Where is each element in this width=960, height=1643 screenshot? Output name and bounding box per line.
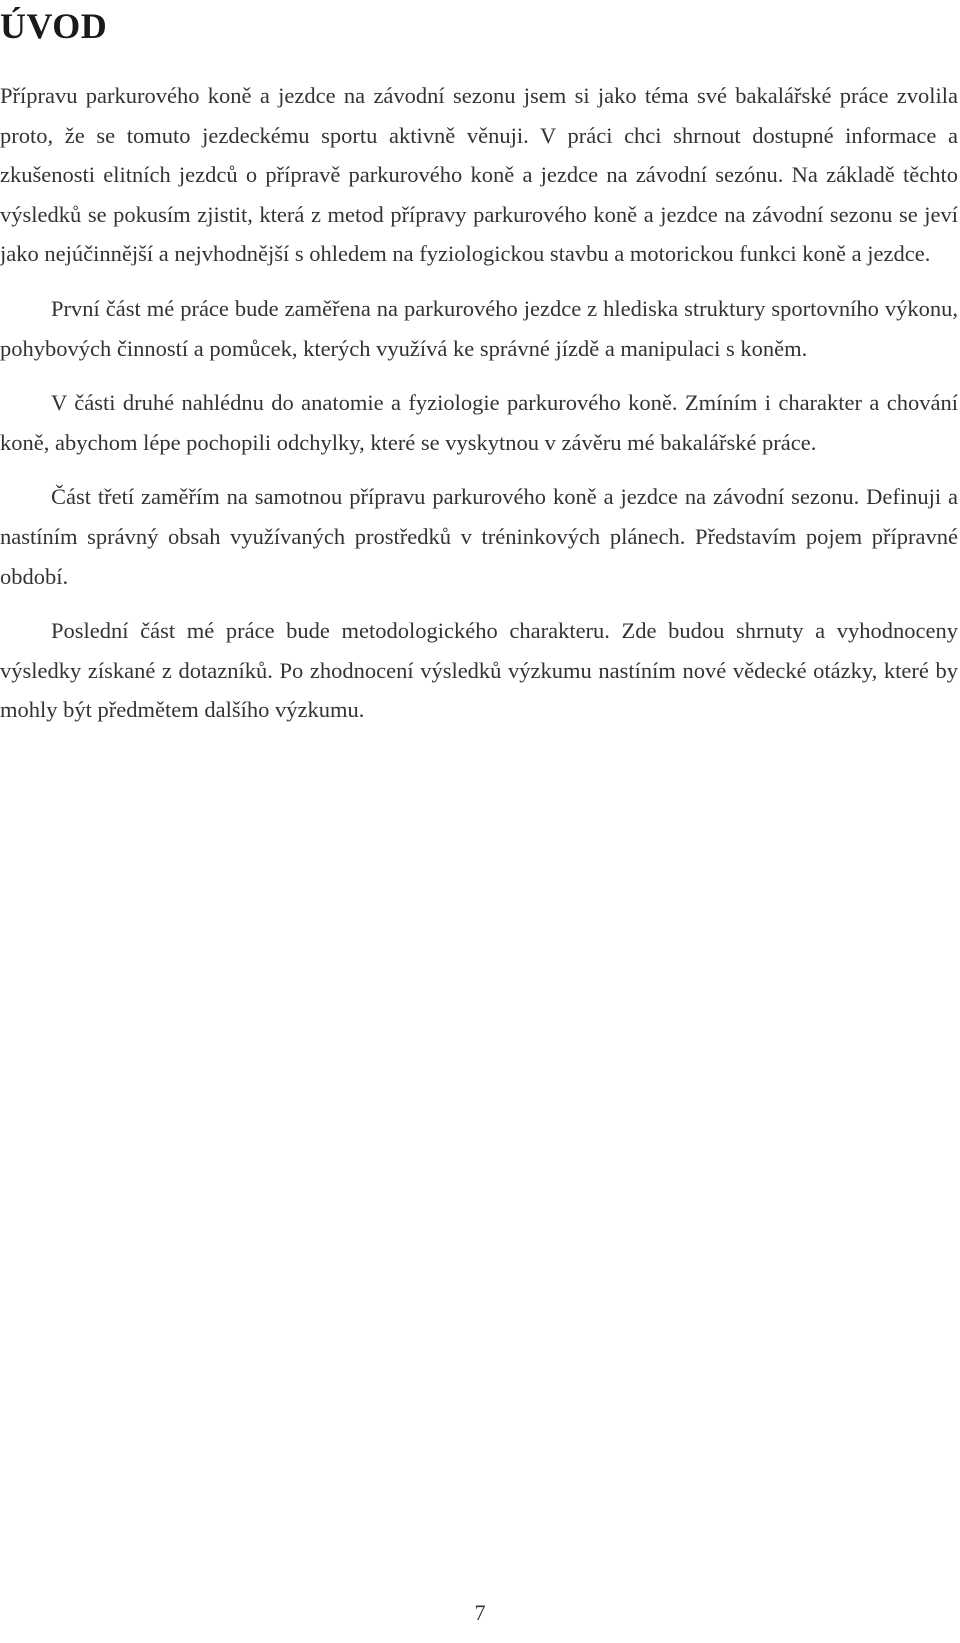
paragraph-part-three: Část třetí zaměřím na samotnou přípravu parkurového koně a jezdce na závodní sezonu. Definuji a nastíním správný obsah využívaných prostředků v tréninkových plánech. Představím pojem přípravné období.	[0, 484, 958, 589]
paragraph-part-one: První část mé práce bude zaměřena na parkurového jezdce z hlediska struktury sportovního výkonu, pohybových činností a pomůcek, kterých využívá ke správné jízdě a manipulaci s koněm.	[0, 295, 958, 361]
page-number: 7	[474, 1600, 486, 1625]
paragraph-part-four: Poslední část mé práce bude metodologického charakteru. Zde budou shrnuty a vyhodnoceny výsledky získané z dotazníků. Po zhodnocení výsledků výzkumu nastíním nové vědecké otázky, které by mohly být předmětem dalšího výzkumu.	[0, 618, 958, 723]
section-heading: ÚVOD	[0, 6, 108, 46]
paragraph-intro: Přípravu parkurového koně a jezdce na závodní sezonu jsem si jako téma své bakalářské práce zvolila proto, že se tomuto jezdeckému sportu aktivně věnuji. V práci chci shrnout dostupné informace a zkušenosti elitních jezdců o přípravě parkurového koně a jezdce na závodní sezónu. Na základě těchto výsledků se pokusím zjistit, která z metod přípravy parkurového koně a jezdce na závodní sezonu se jeví jako nejúčinnější a nejvhodnější s ohledem na fyziologickou stavbu a motorickou funkci koně a jezdce.	[0, 83, 958, 267]
paragraph-part-two: V části druhé nahlédnu do anatomie a fyziologie parkurového koně. Zmíním i charakter a chování koně, abychom lépe pochopili odchylky, které se vyskytnou v závěru mé bakalářské práce.	[0, 390, 958, 455]
body-text	[0, 76, 958, 745]
